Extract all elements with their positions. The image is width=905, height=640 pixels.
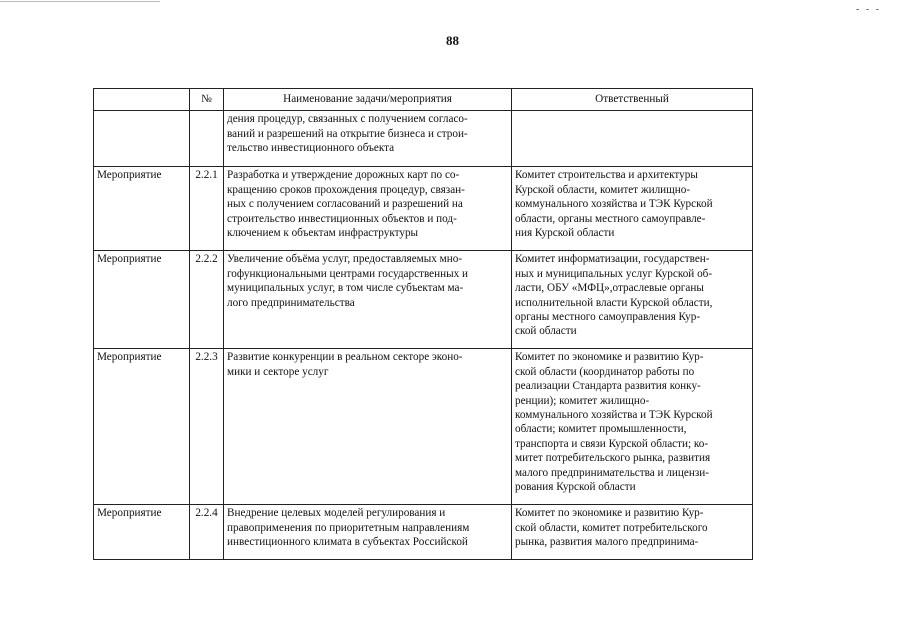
table-row-continuation xyxy=(94,111,753,167)
cell-number: 2.2.1 xyxy=(190,167,224,251)
text-line: строительство инвестиционных объектов и под- xyxy=(227,212,457,225)
cell-responsible xyxy=(512,251,753,349)
text-line: рынка, развития малого предпринима- xyxy=(515,536,699,549)
text-line: коммунального хозяйства и ТЭК Курской xyxy=(515,409,713,422)
header-number: № xyxy=(190,89,224,111)
text-line: Комитет по экономике и развитию Кур- xyxy=(515,351,704,364)
text-line: Развитие конкуренции в реальном секторе эконо- xyxy=(227,351,463,364)
text-line: транспорта и связи Курской области; ко- xyxy=(515,437,709,450)
cell-task-name xyxy=(224,167,512,251)
text-line: ваний и разрешений на открытие бизнеса и строи- xyxy=(227,127,468,140)
cell-responsible xyxy=(512,111,753,167)
text-line: ных и муниципальных услуг Курской об- xyxy=(515,267,713,280)
text-line: митет потребительского рынка, развития xyxy=(515,452,711,465)
text-line: гофункциональными центрами государственных и xyxy=(227,267,468,280)
text-line: Комитет строительства и архитектуры xyxy=(515,169,698,182)
header-task-name: Наименование задачи/мероприятия xyxy=(224,89,512,111)
text-line: муниципальных услуг, в том числе субъектам ма- xyxy=(227,282,464,295)
top-rule xyxy=(0,1,160,2)
text-line: рования Курской области xyxy=(515,481,636,494)
page-number: 88 xyxy=(446,33,459,48)
cell-number: 2.2.4 xyxy=(190,505,224,560)
text-line: ской области, комитет потребительского xyxy=(515,521,708,534)
table-row xyxy=(94,505,753,560)
header-responsible: Ответственный xyxy=(512,89,753,111)
table-row xyxy=(94,349,753,505)
cell-task-name xyxy=(224,111,512,167)
text-line: кращению сроков прохождения процедур, связан- xyxy=(227,183,465,196)
text-line: ренции); комитет жилищно- xyxy=(515,394,650,407)
cell-number: 2.2.3 xyxy=(190,349,224,505)
cell-task-name xyxy=(224,251,512,349)
cell-number: 2.2.2 xyxy=(190,251,224,349)
text-line: ласти, ОБУ «МФЦ»,отраслевые органы xyxy=(515,282,704,295)
text-line: области, органы местного самоуправле- xyxy=(515,212,706,225)
cell-responsible xyxy=(512,167,753,251)
text-line: ской области xyxy=(515,325,577,338)
cell-number xyxy=(190,111,224,167)
text-line: малого предпринимательства и лицензи- xyxy=(515,466,709,479)
text-line: правоприменения по приоритетным направлениям xyxy=(227,521,470,534)
cell-task-name xyxy=(224,505,512,560)
cell-task-name xyxy=(224,349,512,505)
text-line: коммунального хозяйства и ТЭК Курской xyxy=(515,198,713,211)
text-line: тельство инвестиционного объекта xyxy=(227,142,395,155)
cell-type: Мероприятие xyxy=(94,167,190,251)
text-line: лого предпринимательства xyxy=(227,296,355,309)
text-line: инвестиционного климата в субъектах Российской xyxy=(227,536,468,549)
text-line: ключением к объектам инфраструктуры xyxy=(227,227,419,240)
table-row xyxy=(94,167,753,251)
corner-mark: - - - xyxy=(856,4,881,15)
measures-table xyxy=(93,88,753,560)
cell-responsible xyxy=(512,349,753,505)
cell-type xyxy=(94,111,190,167)
text-line: ния Курской области xyxy=(515,227,615,240)
text-line: ных с получением согласований и разрешений на xyxy=(227,198,463,211)
text-line: Комитет по экономике и развитию Кур- xyxy=(515,507,704,520)
text-line: исполнительной власти Курской области, xyxy=(515,296,713,309)
table-header-row xyxy=(94,89,753,111)
cell-type: Мероприятие xyxy=(94,349,190,505)
text-line: Курской области, комитет жилищно- xyxy=(515,183,691,196)
text-line: Внедрение целевых моделей регулирования и xyxy=(227,507,446,520)
text-line: области; комитет промышленности, xyxy=(515,423,687,436)
text-line: Комитет информатизации, государствен- xyxy=(515,253,710,266)
text-line: реализации Стандарта развития конку- xyxy=(515,380,701,393)
cell-responsible xyxy=(512,505,753,560)
table-row xyxy=(94,251,753,349)
cell-type: Мероприятие xyxy=(94,505,190,560)
text-line: дения процедур, связанных с получением согласо- xyxy=(227,113,468,126)
text-line: мики и секторе услуг xyxy=(227,365,329,378)
text-line: Разработка и утверждение дорожных карт по со- xyxy=(227,169,460,182)
text-line: Увеличение объёма услуг, предоставляемых мно- xyxy=(227,253,463,266)
header-type xyxy=(94,89,190,111)
text-line: органы местного самоуправления Кур- xyxy=(515,311,701,324)
cell-type: Мероприятие xyxy=(94,251,190,349)
text-line: ской области (координатор работы по xyxy=(515,365,695,378)
